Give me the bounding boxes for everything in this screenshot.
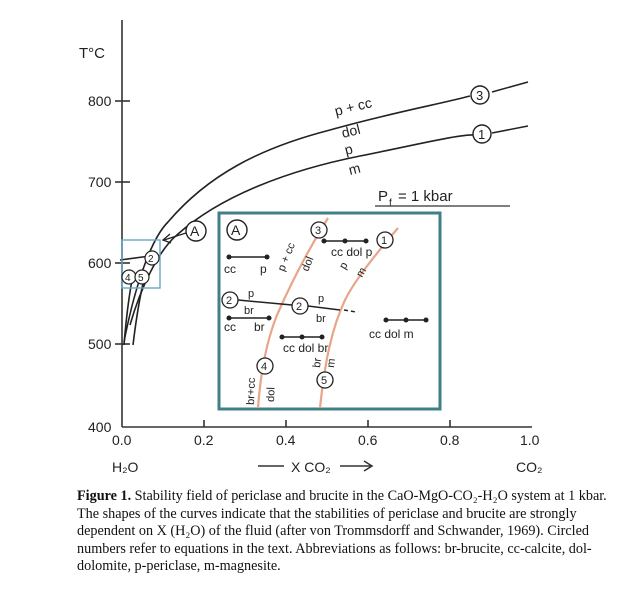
inset-seg2b-br: br: [316, 313, 326, 325]
inset-marker-3: [311, 222, 327, 238]
inset-cc-dol-p: cc dol p: [331, 245, 373, 259]
pointer-a: [163, 221, 206, 243]
inset-cc-dol-br: cc dol br: [283, 341, 329, 355]
inset-marker-4: [257, 358, 273, 374]
inset-label-a: [227, 220, 247, 240]
svg-text:1: 1: [381, 235, 388, 247]
x-tick-label-08: 0.8: [440, 432, 460, 448]
inset-seg2-cc: cc: [224, 320, 236, 334]
caption-text: Stability field of periclase and brucite in the CaO-MgO-CO₂-H₂O system at 1 kbar. The shapes of the curves indicate that the stabilities of periclase and brucite are strongly dependent on X (H₂O) of the fluid (after von Trommsdorff and Schwander, 1969). Circled numbers refer to equations in the text. Abbreviations as follows: br-brucite, cc-calcite, dol-dolomite, p-periclase, m-magnesite.: [77, 488, 607, 574]
y-axis-title: T°C: [79, 45, 105, 62]
inset-marker-5: [317, 372, 333, 388]
inset-curve4-dol: dol: [265, 387, 278, 403]
y-tick-label-700: 700: [88, 174, 112, 190]
label-p-plus-cc: p + cc: [332, 94, 374, 119]
inset-curve3-dol: dol: [299, 255, 317, 274]
label-p: p: [342, 140, 355, 158]
svg-text:5: 5: [321, 375, 328, 387]
y-tick-label-800: 800: [88, 93, 112, 109]
x-left-label: H₂O: [112, 459, 139, 475]
x-axis-title-group: [258, 459, 372, 475]
x-tick-label-00: 0.0: [112, 432, 132, 448]
svg-text:2: 2: [296, 301, 303, 313]
figure-caption: [77, 488, 607, 576]
inset-marker-1: [377, 232, 393, 248]
inset-curve1-p: p: [337, 260, 351, 272]
marker-4: [122, 270, 136, 284]
inset-panel: [219, 213, 440, 409]
svg-text:4: 4: [261, 361, 268, 373]
svg-text:1: 1: [478, 127, 486, 142]
inset-seg2b-p: p: [318, 293, 325, 305]
svg-text:5: 5: [138, 273, 144, 284]
pressure-label: [375, 188, 510, 209]
y-tick-label-500: 500: [88, 336, 112, 352]
label-m: m: [346, 159, 363, 178]
inset-seg2-br: br: [244, 305, 254, 317]
pressure-sub: f: [389, 198, 392, 209]
caption-title: Figure 1.: [77, 488, 132, 504]
inset-cc-dol-m: cc dol m: [369, 327, 414, 341]
inset-curve5-br: br: [311, 357, 325, 369]
y-tick-label-600: 600: [88, 255, 112, 271]
inset-curve5-m: m: [325, 357, 338, 369]
x-tick-label-02: 0.2: [194, 432, 214, 448]
main-curve-tail-markers: [492, 82, 528, 133]
svg-text:A: A: [231, 222, 241, 238]
inset-curve3-pcc: p + cc: [275, 241, 298, 274]
inset-seg2-p: p: [248, 288, 255, 300]
inset-curve4-brcc: br+cc: [245, 377, 258, 406]
svg-text:A: A: [190, 223, 200, 239]
arrow-right-icon: [340, 461, 372, 471]
inset-p-left: p: [260, 262, 267, 276]
inset-cc-left: cc: [224, 262, 236, 276]
svg-text:4: 4: [125, 273, 131, 284]
svg-text:3: 3: [315, 225, 322, 237]
svg-text:3: 3: [476, 88, 484, 103]
label-dol: dol: [339, 120, 362, 141]
marker-1: [473, 125, 491, 143]
pressure-rest: = 1 kbar: [398, 188, 453, 205]
x-tick-label-10: 1.0: [520, 432, 540, 448]
x-right-label: CO₂: [516, 459, 543, 475]
inset-marker-2b: [292, 298, 308, 314]
marker-5: [135, 270, 149, 284]
svg-text:2: 2: [226, 295, 233, 307]
x-axis-title: X CO₂: [291, 459, 331, 475]
svg-text:2: 2: [148, 254, 154, 265]
x-tick-label-06: 0.6: [358, 432, 378, 448]
inset-marker-2a: [222, 292, 238, 308]
y-tick-label-400: 400: [88, 419, 112, 435]
marker-2: [145, 251, 159, 265]
pressure-p: P: [378, 188, 389, 205]
inset-seg2-br2: br: [254, 320, 265, 334]
inset-curve1-m: m: [354, 265, 370, 280]
marker-3: [471, 86, 489, 104]
x-tick-label-04: 0.4: [276, 432, 296, 448]
